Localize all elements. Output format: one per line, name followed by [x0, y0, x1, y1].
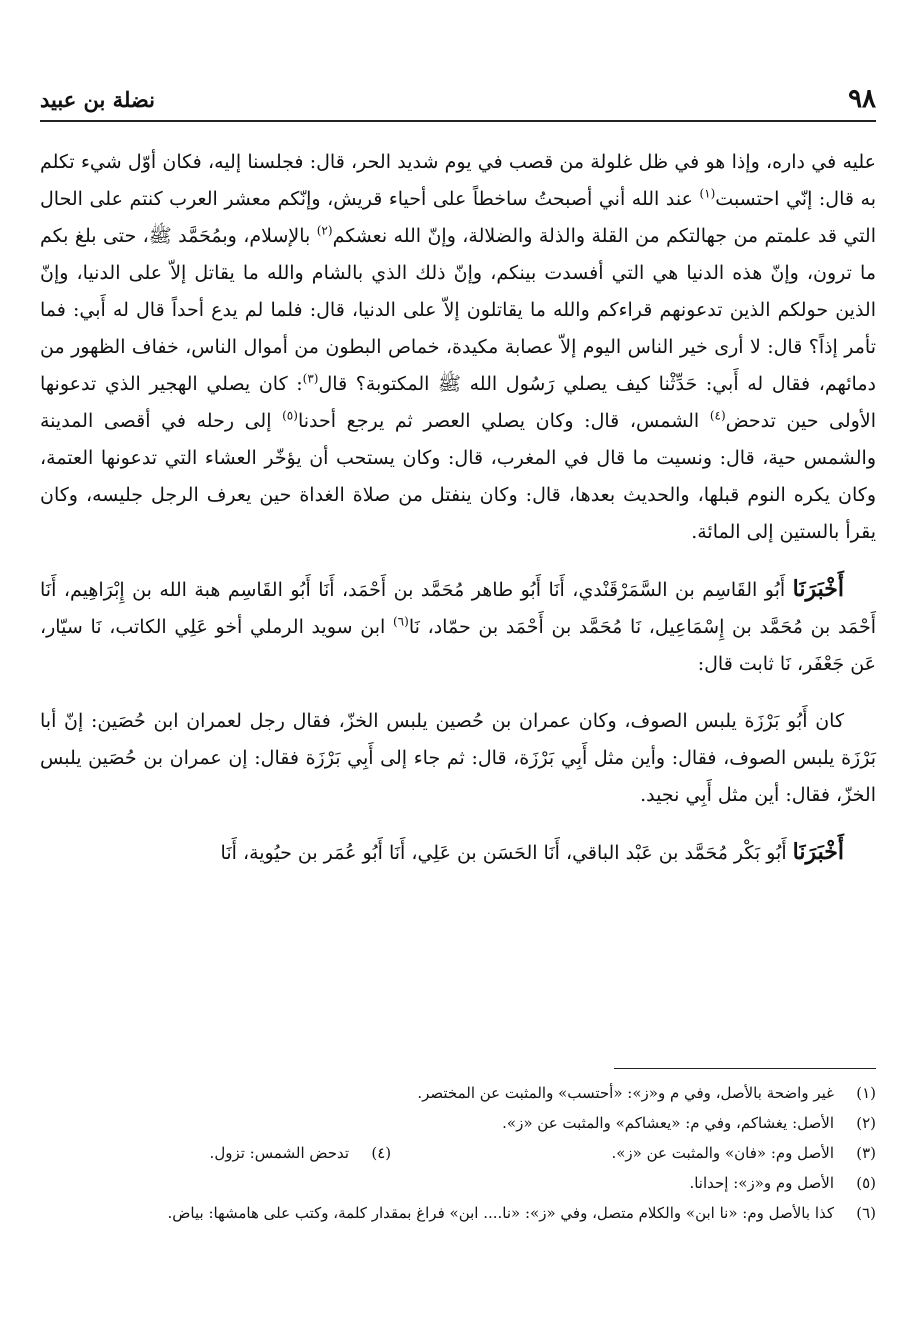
header-rule [40, 120, 876, 122]
footnote-2: (٢) الأصل: يغشاكم، وفي م: «يعشاكم» والمثبت عن «ز». [502, 1114, 876, 1132]
footnote-6: (٦) كذا بالأصل وم: «نا ابن» والكلام متصل، وفي «ز»: «نا.... ابن» فراغ بمقدار كلمة، وكتب على هامشها: بياض. [167, 1204, 876, 1222]
akhbarana-lead: أَخْبَرَنَا [792, 576, 844, 602]
footnote-ref: (٥) [282, 408, 298, 423]
footnote-ref: (١) [699, 186, 716, 201]
footnote-ref: (٤) [709, 408, 726, 423]
paragraph-3: كان أَبُو بَرْزَة يلبس الصوف، وكان عمران بن حُصين يلبس الخزّ، فقال رجل لعمران ابن حُصَين: إنّ أبا بَرْزَة يلبس الصوف، فقال: وأين مثل أَبِي بَرْزَة، قال: ثم جاء إلى أَبِي بَرْزَة فقال: إن عمران بن حُصَين يلبس الخزّ، فقال: أين مثل أَبِي نجيد. [40, 710, 876, 806]
footnote-rule [614, 1068, 876, 1069]
main-text [40, 144, 876, 872]
paragraph-4: أَخْبَرَنَا أَبُو بَكْر مُحَمَّد بن عَبْد الباقي، أَنَا الحَسَن بن عَلِي، أَنَا أَبُو عُمَر بن حيُوية، أَنَا [220, 839, 844, 865]
paragraph-1: عليه في داره، وإذا هو في ظل غلولة من قصب في يوم شديد الحر، قال: فجلسنا إليه، فكان أوّل شيء تكلم به قال: إنّي احتسبت$^{(١)}$ عند الله أني أصبحتُ ساخطاً على أحياء قريش، وإنّكم معشر العرب كنتم على الحال التي قد علمتم من جهالتكم من القلة والذلة والضلالة، وإنّ الله نعشكم$^{(٢)}$ بالإسلام، وبمُحَمَّد ﷺ، حتى بلغ بكم ما ترون، وإنّ هذه الدنيا هي التي أفسدت بينكم، وإنّ ذلك الذي بالشام والله ما يقاتل إلاّ على الدنيا، وإنّ الذين حولكم الذين تدعونهم قراءكم والله ما يقاتلون إلاّ على الدنيا، قال: فلما لم يدع أحداً قال له أَبي: فما تأمر إذاً؟ قال: لا أرى خير الناس اليوم إلاّ عصابة مكيدة، خماص البطون من أموال الناس، خفاف الظهور من دمائهم، فقال له أَبي: حَدِّثْنا كيف يصلي رَسُول الله ﷺ المكتوبة؟ قال$^{(٣)}$: كان يصلي الهجير الذي تدعونها الأولى حين تدحض$^{(٤)}$ الشمس، قال: وكان يصلي العصر ثم يرجع أحدنا$^{(٥)}$ إلى رحله في أقصى المدينة والشمس حية، قال: ونسيت ما قال في المغرب، قال: وكان يستحب أن يؤخّر العشاء التي تدعونها العتمة، وكان يكره النوم قبلها، والحديث بعدها، قال: وكان ينفتل من صلاة الغداة حين يعرف الرجل جليسه، وكان يقرأ بالستين إلى المائة. [40, 151, 877, 543]
footnote-ref: (٣) [302, 371, 319, 386]
footnote-pair [40, 1140, 876, 1170]
akhbarana-lead: أَخْبَرَنَا [792, 839, 844, 865]
paragraph-2: أَخْبَرَنَا أَبُو القَاسِم بن السَّمَرْقَنْدي، أَنَا أَبُو طاهر مُحَمَّد بن أَحْمَد، أَنَا أَبُو القَاسِم هبة الله بن إِبْرَاهِيم، أَنَا أَحْمَد بن مُحَمَّد بن إِسْمَاعِيل، نَا مُحَمَّد بن أَحْمَد بن حمّاد، نَا$^{(٦)}$ ابن سويد الرملي أخو عَلِي الكاتب، نَا سيّار، عَن جَعْفَر، نَا ثابت قال: [40, 576, 877, 675]
footnote-ref: (٢) [316, 223, 333, 238]
footnote-3: (٣) الأصل وم: «فان» والمثبت عن «ز». [611, 1144, 876, 1162]
footnote-1: (١) غير واضحة بالأصل، وفي م و«ز»: «أحتسب» والمثبت عن المختصر. [417, 1084, 876, 1102]
footnote-4: (٤) تدحض الشمس: تزول. [209, 1144, 392, 1162]
page-number: ٩٨ [848, 84, 876, 114]
footnote-ref: (٦) [392, 614, 409, 629]
page-header [40, 82, 876, 116]
footnote-5: (٥) الأصل وم و«ز»: إحدانا. [689, 1174, 876, 1192]
running-head: نضلة بن عبيد [40, 86, 155, 112]
footnotes [40, 1080, 876, 1230]
